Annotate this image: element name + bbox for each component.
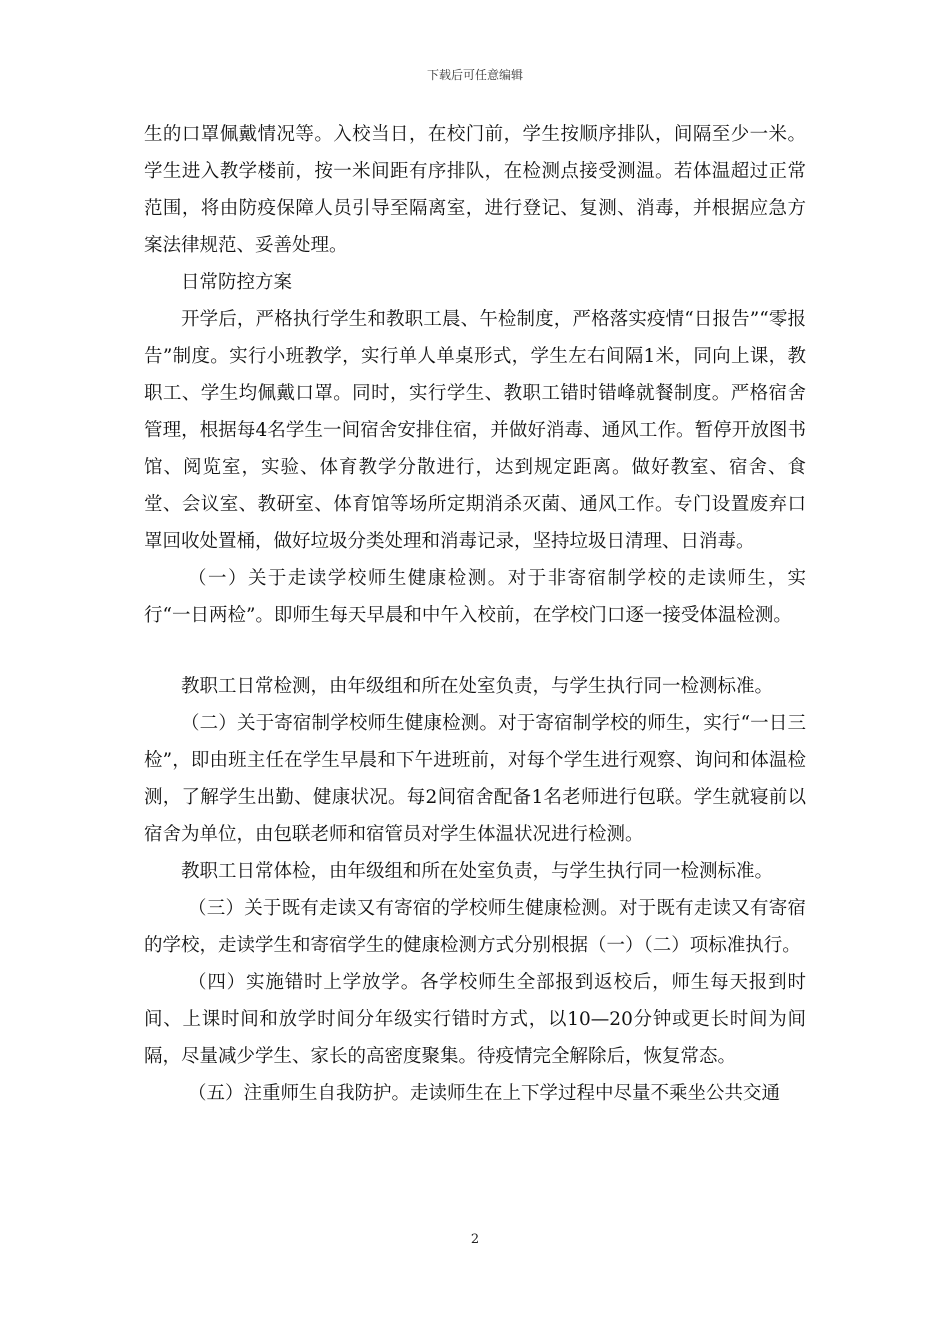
section-heading: 日常防控方案 bbox=[181, 272, 293, 293]
document-body bbox=[144, 116, 806, 1112]
blank-line bbox=[144, 634, 806, 668]
paragraph-5: （二）关于寄宿制学校师生健康检测。对于寄宿制学校的师生，实行“一日三检”，即由班主任在学生早晨和下午进班前，对每个学生进行观察、询问和体温检测，了解学生出勤、健康状况。每2间宿舍配备1名老师进行包联。学生就寝前以宿舍为单位，由包联老师和宿管员对学生体温状况进行检测。 bbox=[144, 713, 806, 845]
paragraph-8: （四）实施错时上学放学。各学校师生全部报到返校后，师生每天报到时间、上课时间和放学时间分年级实行错时方式，以10—20分钟或更长时间为间隔，尽量减少学生、家长的高密度聚集。待疫情完全解除后，恢复常态。 bbox=[144, 972, 806, 1067]
paragraph-6: 教职工日常体检，由年级组和所在处室负责，与学生执行同一检测标准。 bbox=[181, 861, 774, 882]
paragraph-2: 开学后，严格执行学生和教职工晨、午检制度，严格落实疫情“日报告”“零报告”制度。实行小班教学，实行单人单桌形式，学生左右间隔1米，同向上课，教职工、学生均佩戴口罩。同时，实行学生、教职工错时错峰就餐制度。严格宿舍管理，根据每4名学生一间宿舍安排住宿，并做好消毒、通风工作。暂停开放图书馆、阅览室，实验、体育教学分散进行，达到规定距离。做好教室、宿舍、食堂、会议室、教研室、体育馆等场所定期消杀灭菌、通风工作。专门设置废弃口罩回收处置桶，做好垃圾分类处理和消毒记录，坚持垃圾日清理、日消毒。 bbox=[144, 309, 806, 552]
paragraph-4: 教职工日常检测，由年级组和所在处室负责，与学生执行同一检测标准。 bbox=[181, 676, 774, 697]
paragraph-3: （一）关于走读学校师生健康检测。对于非寄宿制学校的走读师生，实行“一日两检”。即师生每天早晨和中午入校前，在学校门口逐一接受体温检测。 bbox=[144, 568, 806, 626]
paragraph-7: （三）关于既有走读又有寄宿的学校师生健康检测。对于既有走读又有寄宿的学校，走读学生和寄宿学生的健康检测方式分别根据（一）（二）项标准执行。 bbox=[144, 898, 806, 956]
page-header: 下载后可任意编辑 bbox=[426, 68, 523, 82]
page-number: 2 bbox=[470, 1232, 480, 1247]
paragraph-9: （五）注重师生自我防护。走读师生在上下学过程中尽量不乘坐公共交通 bbox=[188, 1083, 781, 1104]
paragraph-1: 生的口罩佩戴情况等。入校当日，在校门前，学生按顺序排队，间隔至少一米。学生进入教学楼前，按一米间距有序排队，在检测点接受测温。若体温超过正常范围，将由防疫保障人员引导至隔离室，进行登记、复测、消毒，并根据应急方案法律规范、妥善处理。 bbox=[144, 124, 806, 256]
